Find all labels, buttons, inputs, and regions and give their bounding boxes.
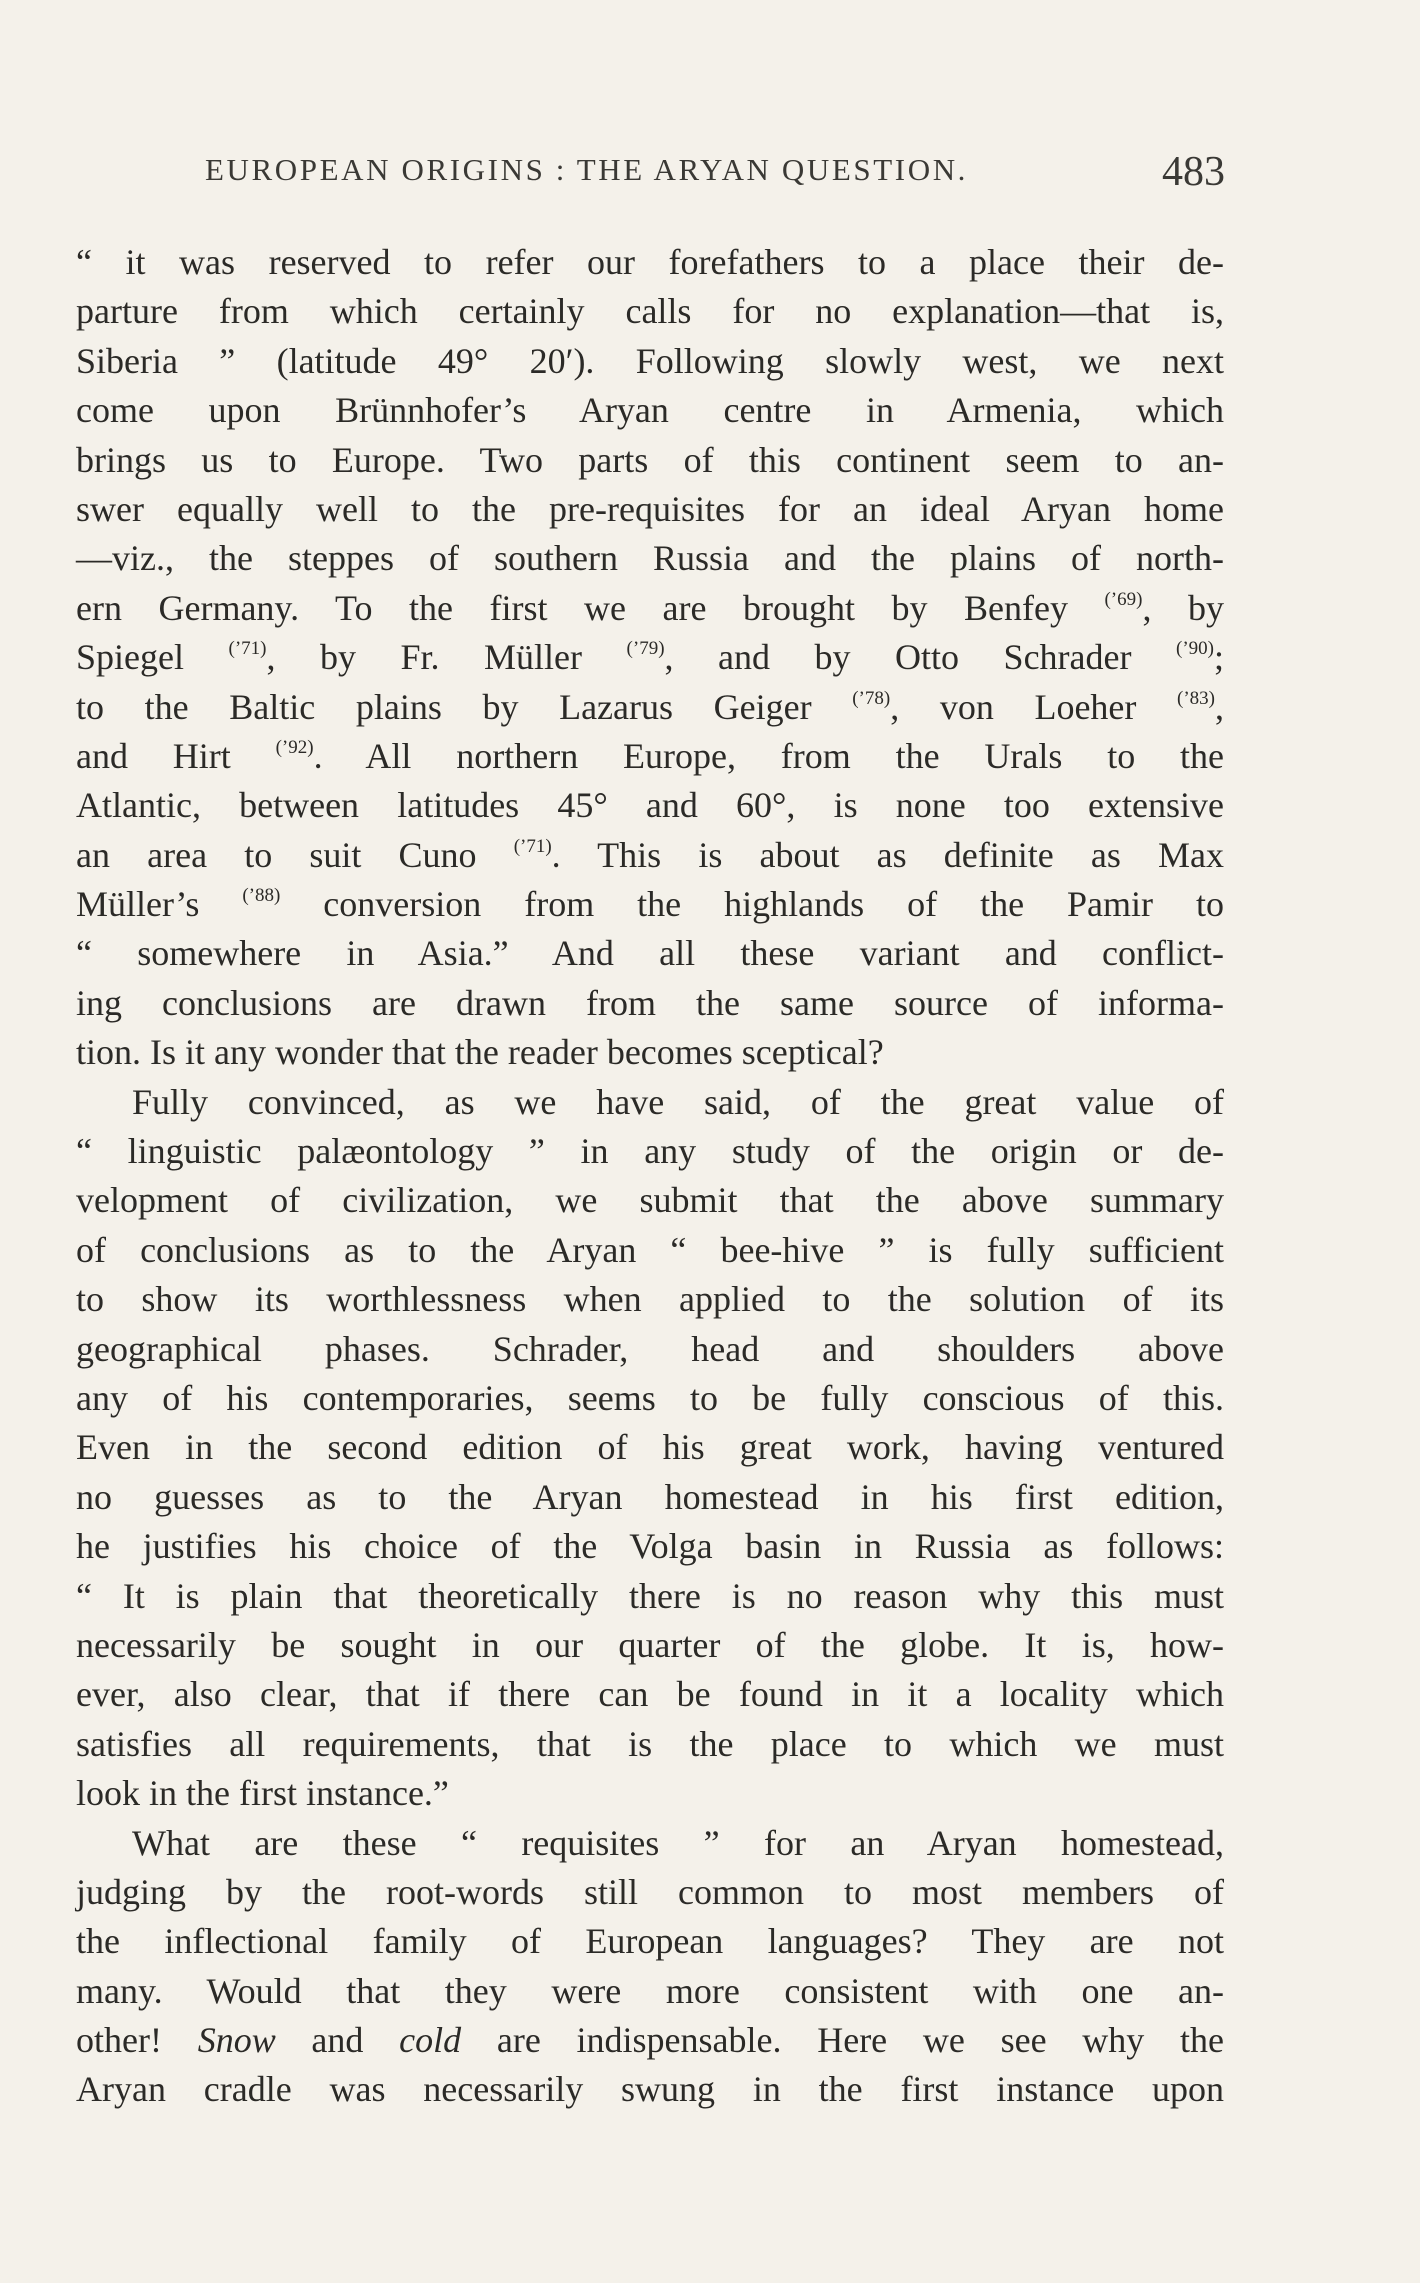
text-line	[76, 1917, 1224, 1966]
text-line	[76, 1028, 1224, 1077]
text-line	[76, 534, 1224, 583]
text-run: —viz., the steppes of southern Russia and the plains of north-	[76, 538, 1224, 579]
text-line	[76, 1325, 1224, 1374]
text-run: satisfies all requirements, that is the place to which we must	[76, 1723, 1224, 1764]
text-run: velopment of civilization, we submit that the above summary	[76, 1180, 1224, 1221]
text-run: the inflectional family of European languages? They are not	[76, 1921, 1224, 1962]
text-run: ;	[1214, 637, 1225, 678]
text-line	[76, 1572, 1224, 1621]
text-run: ever, also clear, that if there can be found in it a locality which	[76, 1674, 1224, 1715]
page-header	[205, 148, 1225, 208]
text-run: Even in the second edition of his great work, having ventured	[76, 1427, 1224, 1468]
citation-year: (’71)	[513, 835, 552, 857]
citation-year: (’71)	[228, 638, 267, 660]
emphasized-word: cold	[399, 2020, 462, 2061]
text-line	[76, 1621, 1224, 1670]
text-run: . This is about as definite as Max	[551, 834, 1224, 875]
text-line	[76, 238, 1224, 287]
running-head: EUROPEAN ORIGINS : THE ARYAN QUESTION.	[205, 152, 969, 187]
citation-year: (’78)	[852, 687, 891, 709]
text-line	[76, 1868, 1224, 1917]
text-line	[76, 1078, 1224, 1127]
text-line	[76, 880, 1224, 929]
text-line	[76, 584, 1224, 633]
text-run: no guesses as to the Aryan homestead in his first edition,	[76, 1476, 1224, 1517]
text-line	[76, 1423, 1224, 1472]
emphasized-word: Snow	[197, 2020, 276, 2061]
text-line	[76, 732, 1224, 781]
text-run: other!	[76, 2020, 198, 2061]
text-run: he justifies his choice of the Volga basin in Russia as follows:	[76, 1526, 1224, 1567]
text-run: , and by Otto Schrader	[664, 637, 1177, 678]
text-run: ern Germany. To the first we are brought by Benfey	[76, 587, 1105, 628]
text-line	[76, 1176, 1224, 1225]
text-run: Aryan cradle was necessarily swung in the first instance upon	[76, 2069, 1224, 2110]
text-run: “ somewhere in Asia.” And all these variant and conflict-	[76, 933, 1224, 974]
citation-year: (’92)	[275, 736, 314, 758]
text-run: an area to suit Cuno	[76, 834, 514, 875]
text-run: to show its worthlessness when applied to the solution of its	[76, 1279, 1224, 1320]
text-run: , by Fr. Müller	[266, 637, 627, 678]
text-line	[76, 1819, 1224, 1868]
text-line	[76, 633, 1224, 682]
text-line	[76, 1127, 1224, 1176]
text-run: Fully convinced, as we have said, of the great value of	[132, 1081, 1224, 1122]
text-run: brings us to Europe. Two parts of this continent seem to an-	[76, 439, 1224, 480]
text-run: and Hirt	[76, 735, 276, 776]
text-line	[76, 1275, 1224, 1324]
citation-year: (’69)	[1104, 588, 1143, 610]
text-run: many. Would that they were more consistent with one an-	[76, 1970, 1224, 2011]
text-run: Müller’s	[76, 884, 243, 925]
text-line	[76, 386, 1224, 435]
text-run: tion. Is it any wonder that the reader becomes sceptical?	[76, 1032, 884, 1073]
text-run: necessarily be sought in our quarter of the globe. It is, how-	[76, 1624, 1224, 1665]
text-line	[76, 831, 1224, 880]
text-run: ing conclusions are drawn from the same source of informa-	[76, 982, 1224, 1023]
text-run: “ It is plain that theoretically there is no reason why this must	[76, 1575, 1224, 1616]
text-line	[76, 683, 1224, 732]
text-run: judging by the root-words still common to most members of	[76, 1871, 1224, 1912]
text-run: “ linguistic palæontology ” in any study of the origin or de-	[76, 1131, 1224, 1172]
citation-year: (’88)	[242, 885, 281, 907]
text-run: and	[275, 2020, 400, 2061]
text-run: any of his contemporaries, seems to be fully conscious of this.	[76, 1377, 1224, 1418]
text-run: come upon Brünnhofer’s Aryan centre in Armenia, which	[76, 390, 1224, 431]
text-line	[76, 929, 1224, 978]
text-line	[76, 1473, 1224, 1522]
citation-year: (’79)	[626, 638, 665, 660]
text-line	[76, 781, 1224, 830]
text-line	[76, 1226, 1224, 1275]
text-line	[76, 1769, 1224, 1818]
text-run: . All northern Europe, from the Urals to the	[313, 735, 1224, 776]
text-run: Siberia ” (latitude 49° 20′). Following slowly west, we next	[76, 340, 1224, 381]
text-run: swer equally well to the pre-requisites for an ideal Aryan home	[76, 488, 1224, 529]
text-line	[76, 979, 1224, 1028]
text-line	[76, 1720, 1224, 1769]
text-line	[76, 337, 1224, 386]
text-run: , von Loeher	[890, 686, 1178, 727]
text-line	[76, 436, 1224, 485]
text-run: Spiegel	[76, 637, 229, 678]
text-run: “ it was reserved to refer our forefathers to a place their de-	[76, 242, 1224, 282]
page-number: 483	[1162, 149, 1225, 195]
text-run: to the Baltic plains by Lazarus Geiger	[76, 686, 853, 727]
body-text	[76, 238, 1224, 2115]
text-run: Atlantic, between latitudes 45° and 60°, is none too extensive	[76, 785, 1224, 826]
text-run: look in the first instance.”	[76, 1773, 449, 1814]
text-line	[76, 1670, 1224, 1719]
text-line	[76, 1374, 1224, 1423]
text-line	[76, 1967, 1224, 2016]
text-run: geographical phases. Schrader, head and shoulders above	[76, 1328, 1224, 1369]
text-run: What are these “ requisites ” for an Aryan homestead,	[132, 1822, 1224, 1863]
text-run: of conclusions as to the Aryan “ bee-hive ” is fully sufficient	[76, 1229, 1224, 1270]
text-run: are indispensable. Here we see why the	[461, 2020, 1224, 2061]
text-line	[76, 287, 1224, 336]
text-line	[76, 2016, 1224, 2065]
citation-year: (’90)	[1176, 638, 1214, 660]
text-line	[76, 485, 1224, 534]
text-run: parture from which certainly calls for no explanation—that is,	[76, 291, 1224, 332]
text-line	[76, 1522, 1224, 1571]
text-run: , by	[1142, 587, 1224, 628]
text-run: ,	[1215, 686, 1225, 727]
text-line	[76, 2065, 1224, 2114]
text-run: conversion from the highlands of the Pamir to	[280, 884, 1225, 925]
citation-year: (’83)	[1177, 687, 1216, 709]
